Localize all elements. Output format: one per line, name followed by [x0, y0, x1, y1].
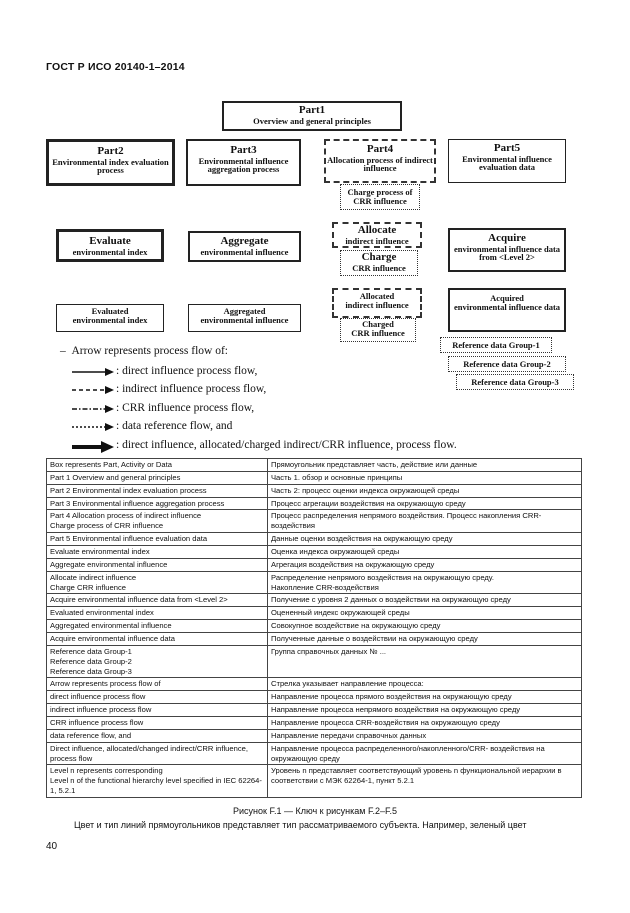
- legend-direct-text: : direct influence process flow,: [116, 365, 258, 377]
- thick-arrow-icon: [72, 441, 114, 453]
- legend-heading-row: [60, 345, 228, 357]
- table-cell-english: Aggregated environmental influence: [47, 620, 268, 633]
- table-row: [47, 678, 582, 691]
- table-cell-russian: Полученные данные о воздействии на окружающую среду: [268, 633, 582, 646]
- table-row: [47, 765, 582, 798]
- table-row: [47, 645, 582, 678]
- table-cell-russian: Оцененный индекс окружающей среды: [268, 607, 582, 620]
- charge-subtitle: CRR influence: [352, 262, 406, 273]
- acquired-box: [448, 288, 566, 332]
- part4-box: [324, 139, 436, 183]
- figure-caption: Рисунок F.1 — Ключ к рисункам F.2–F.5: [233, 806, 397, 816]
- table-cell-russian: Направление процесса распределенного/накопленного/CRR- воздействия на окружающую среду: [268, 742, 582, 765]
- table-cell-english: direct influence process flow: [47, 691, 268, 704]
- allocated-subtitle: indirect influence: [345, 299, 409, 310]
- table-row: [47, 633, 582, 646]
- reference-group-1-box: [440, 337, 552, 353]
- part4-subtitle: Allocation process of indirect influence: [327, 154, 433, 174]
- charged-box: [340, 318, 416, 342]
- table-cell-english: data reference flow, and: [47, 729, 268, 742]
- table-cell-english: Part 4 Allocation process of indirect influence Charge process of CRR influence: [47, 510, 268, 533]
- table-cell-russian: Процесс распределения непрямого воздействия. Процесс накопления CRR-воздействия: [268, 510, 582, 533]
- table-row: [47, 607, 582, 620]
- table-row: [47, 717, 582, 730]
- table-cell-russian: Направление процесса прямого воздействия на окружающую среду: [268, 691, 582, 704]
- aggregate-box: [188, 231, 301, 262]
- part3-subtitle: Environmental influence aggregation process: [198, 155, 289, 175]
- aggregated-subtitle: environmental influence: [200, 314, 289, 325]
- part4-title: Part4: [366, 143, 394, 155]
- part5-subtitle: Environmental influence evaluation data: [462, 153, 552, 173]
- evaluate-subtitle: environmental index: [72, 246, 148, 257]
- table-cell-russian: Процесс агрегации воздействия на окружающую среду: [268, 497, 582, 510]
- table-cell-russian: Оценка индекса окружающей среды: [268, 546, 582, 559]
- table-cell-russian: Направление процесса CRR-воздействия на окружающую среду: [268, 717, 582, 730]
- dashed-arrow-icon: [72, 385, 114, 395]
- evaluated-title: Evaluated: [91, 306, 129, 316]
- reference-group-3-box: [456, 374, 574, 390]
- table-cell-russian: Стрелка указывает направление процесса:: [268, 678, 582, 691]
- reference-group-3-text: Reference data Group-3: [471, 377, 559, 387]
- part2-subtitle: Environmental index evaluation process: [52, 156, 169, 176]
- document-header: ГОСТ Р ИСО 20140-1–2014: [46, 61, 185, 73]
- acquired-title: Acquired: [490, 293, 524, 303]
- part1-title: Part1: [298, 104, 326, 116]
- table-row: [47, 484, 582, 497]
- table-row: [47, 571, 582, 594]
- table-row: [47, 558, 582, 571]
- table-cell-english: Evaluate environmental index: [47, 546, 268, 559]
- part2-box: [46, 139, 175, 186]
- table-cell-english: Acquire environmental influence data from <Level 2>: [47, 594, 268, 607]
- table-cell-english: Allocate indirect influence Charge CRR influence: [47, 571, 268, 594]
- table-row: [47, 594, 582, 607]
- table-cell-english: Part 1 Overview and general principles: [47, 471, 268, 484]
- allocate-title: Allocate: [357, 224, 397, 236]
- table-cell-english: Acquire environmental influence data: [47, 633, 268, 646]
- part4-charge-text: Charge process of CRR influence: [347, 187, 413, 206]
- part5-title: Part5: [493, 142, 521, 154]
- table-row: [47, 620, 582, 633]
- table-cell-russian: Получение с уровня 2 данных о воздействии на окружающую среду: [268, 594, 582, 607]
- evaluated-subtitle: environmental index: [72, 314, 148, 325]
- table-cell-russian: Совокупное воздействие на окружающую среду: [268, 620, 582, 633]
- charged-title: Charged: [362, 319, 394, 329]
- acquired-subtitle: environmental influence data: [453, 301, 561, 312]
- table-cell-english: Arrow represents process flow of: [47, 678, 268, 691]
- table-row: [47, 729, 582, 742]
- table-row: [47, 533, 582, 546]
- part4-charge-box: [340, 184, 420, 210]
- table-row: [47, 546, 582, 559]
- table-cell-english: Aggregate environmental influence: [47, 558, 268, 571]
- aggregate-title: Aggregate: [220, 235, 269, 247]
- part2-title: Part2: [97, 145, 124, 157]
- aggregated-title: Aggregated: [223, 306, 266, 316]
- allocated-box: [332, 288, 422, 318]
- table-row: [47, 691, 582, 704]
- evaluate-title: Evaluate: [89, 235, 131, 247]
- table-row: [47, 471, 582, 484]
- legend-heading: Arrow represents process flow of:: [71, 345, 228, 357]
- solid-arrow-icon: [72, 367, 114, 377]
- table-cell-russian: Направление передачи справочных данных: [268, 729, 582, 742]
- table-cell-english: Direct influence, allocated/changed indirect/CRR influence, process flow: [47, 742, 268, 765]
- aggregate-subtitle: environmental influence: [200, 246, 289, 257]
- reference-group-2-box: [448, 356, 566, 372]
- table-cell-russian: Данные оценки воздействия на окружающую среду: [268, 533, 582, 546]
- table-row: [47, 510, 582, 533]
- acquire-box: [448, 228, 566, 272]
- part3-box: [186, 139, 301, 186]
- key-table: [46, 458, 582, 798]
- legend-indirect-text: : indirect influence process flow,: [116, 383, 267, 395]
- table-cell-russian: Распределение непрямого воздействия на окружающую среду. Накопление CRR-воздействия: [268, 571, 582, 594]
- allocate-box: [332, 222, 422, 248]
- aggregated-box: [188, 304, 301, 332]
- evaluated-box: [56, 304, 164, 332]
- dotted-arrow-icon: [72, 422, 114, 432]
- reference-group-2-text: Reference data Group-2: [463, 359, 551, 369]
- table-row: [47, 704, 582, 717]
- evaluate-box: [56, 229, 164, 262]
- part1-box: [222, 101, 402, 131]
- table-cell-english: indirect influence process flow: [47, 704, 268, 717]
- part5-box: [448, 139, 566, 183]
- page-number: 40: [46, 841, 58, 852]
- table-cell-english: Part 3 Environmental influence aggregation process: [47, 497, 268, 510]
- table-cell-english: Part 2 Environmental index evaluation process: [47, 484, 268, 497]
- charge-title: Charge: [361, 251, 397, 263]
- legend-reference-text: : data reference flow, and: [116, 420, 233, 432]
- body-paragraph: Цвет и тип линий прямоугольников представляет тип рассматриваемого субъекта. Например, зеленый цвет: [74, 820, 527, 830]
- table-row: [47, 742, 582, 765]
- table-cell-english: Part 5 Environmental influence evaluation data: [47, 533, 268, 546]
- legend-combined-text: : direct influence, allocated/charged indirect/CRR influence, process flow.: [116, 439, 457, 451]
- table-cell-english: CRR influence process flow: [47, 717, 268, 730]
- table-cell-english: Reference data Group-1 Reference data Group-2 Reference data Group-3: [47, 645, 268, 678]
- allocated-title: Allocated: [359, 291, 395, 301]
- table-cell-russian: Прямоугольник представляет часть, действие или данные: [268, 459, 582, 472]
- charge-box: [340, 250, 418, 276]
- table-cell-russian: Часть 2: процесс оценки индекса окружающей среды: [268, 484, 582, 497]
- table-cell-russian: Агрегация воздействия на окружающую среду: [268, 558, 582, 571]
- legend-crr-text: : CRR influence process flow,: [116, 402, 255, 414]
- reference-group-1-text: Reference data Group-1: [452, 340, 540, 350]
- table-cell-russian: Часть 1. обзор и основные принципы: [268, 471, 582, 484]
- table-cell-russian: Группа справочных данных № ...: [268, 645, 582, 678]
- table-cell-english: Box represents Part, Activity or Data: [47, 459, 268, 472]
- table-row: [47, 497, 582, 510]
- dash-dot-arrow-icon: [72, 404, 114, 414]
- table-row: [47, 459, 582, 472]
- part3-title: Part3: [230, 144, 257, 156]
- charged-subtitle: CRR influence: [351, 327, 405, 338]
- table-cell-english: Evaluated environmental index: [47, 607, 268, 620]
- table-cell-russian: Направление процесса непрямого воздействия на окружающую среду: [268, 704, 582, 717]
- part1-subtitle: Overview and general principles: [253, 115, 371, 126]
- acquire-title: Acquire: [488, 232, 526, 244]
- table-cell-english: Level n represents corresponding Level n of the functional hierarchy level specified in IEC 62264-1, 5.2.1: [47, 765, 268, 798]
- allocate-subtitle: indirect influence: [345, 235, 409, 246]
- acquire-subtitle: environmental influence data from <Level 2>: [453, 243, 561, 263]
- legend-bullet: –: [60, 345, 72, 357]
- table-cell-russian: Уровень n представляет соответствующий уровень n функциональной иерархии в соответствии с МЭК 62264-1, пункт 5.2.1: [268, 765, 582, 798]
